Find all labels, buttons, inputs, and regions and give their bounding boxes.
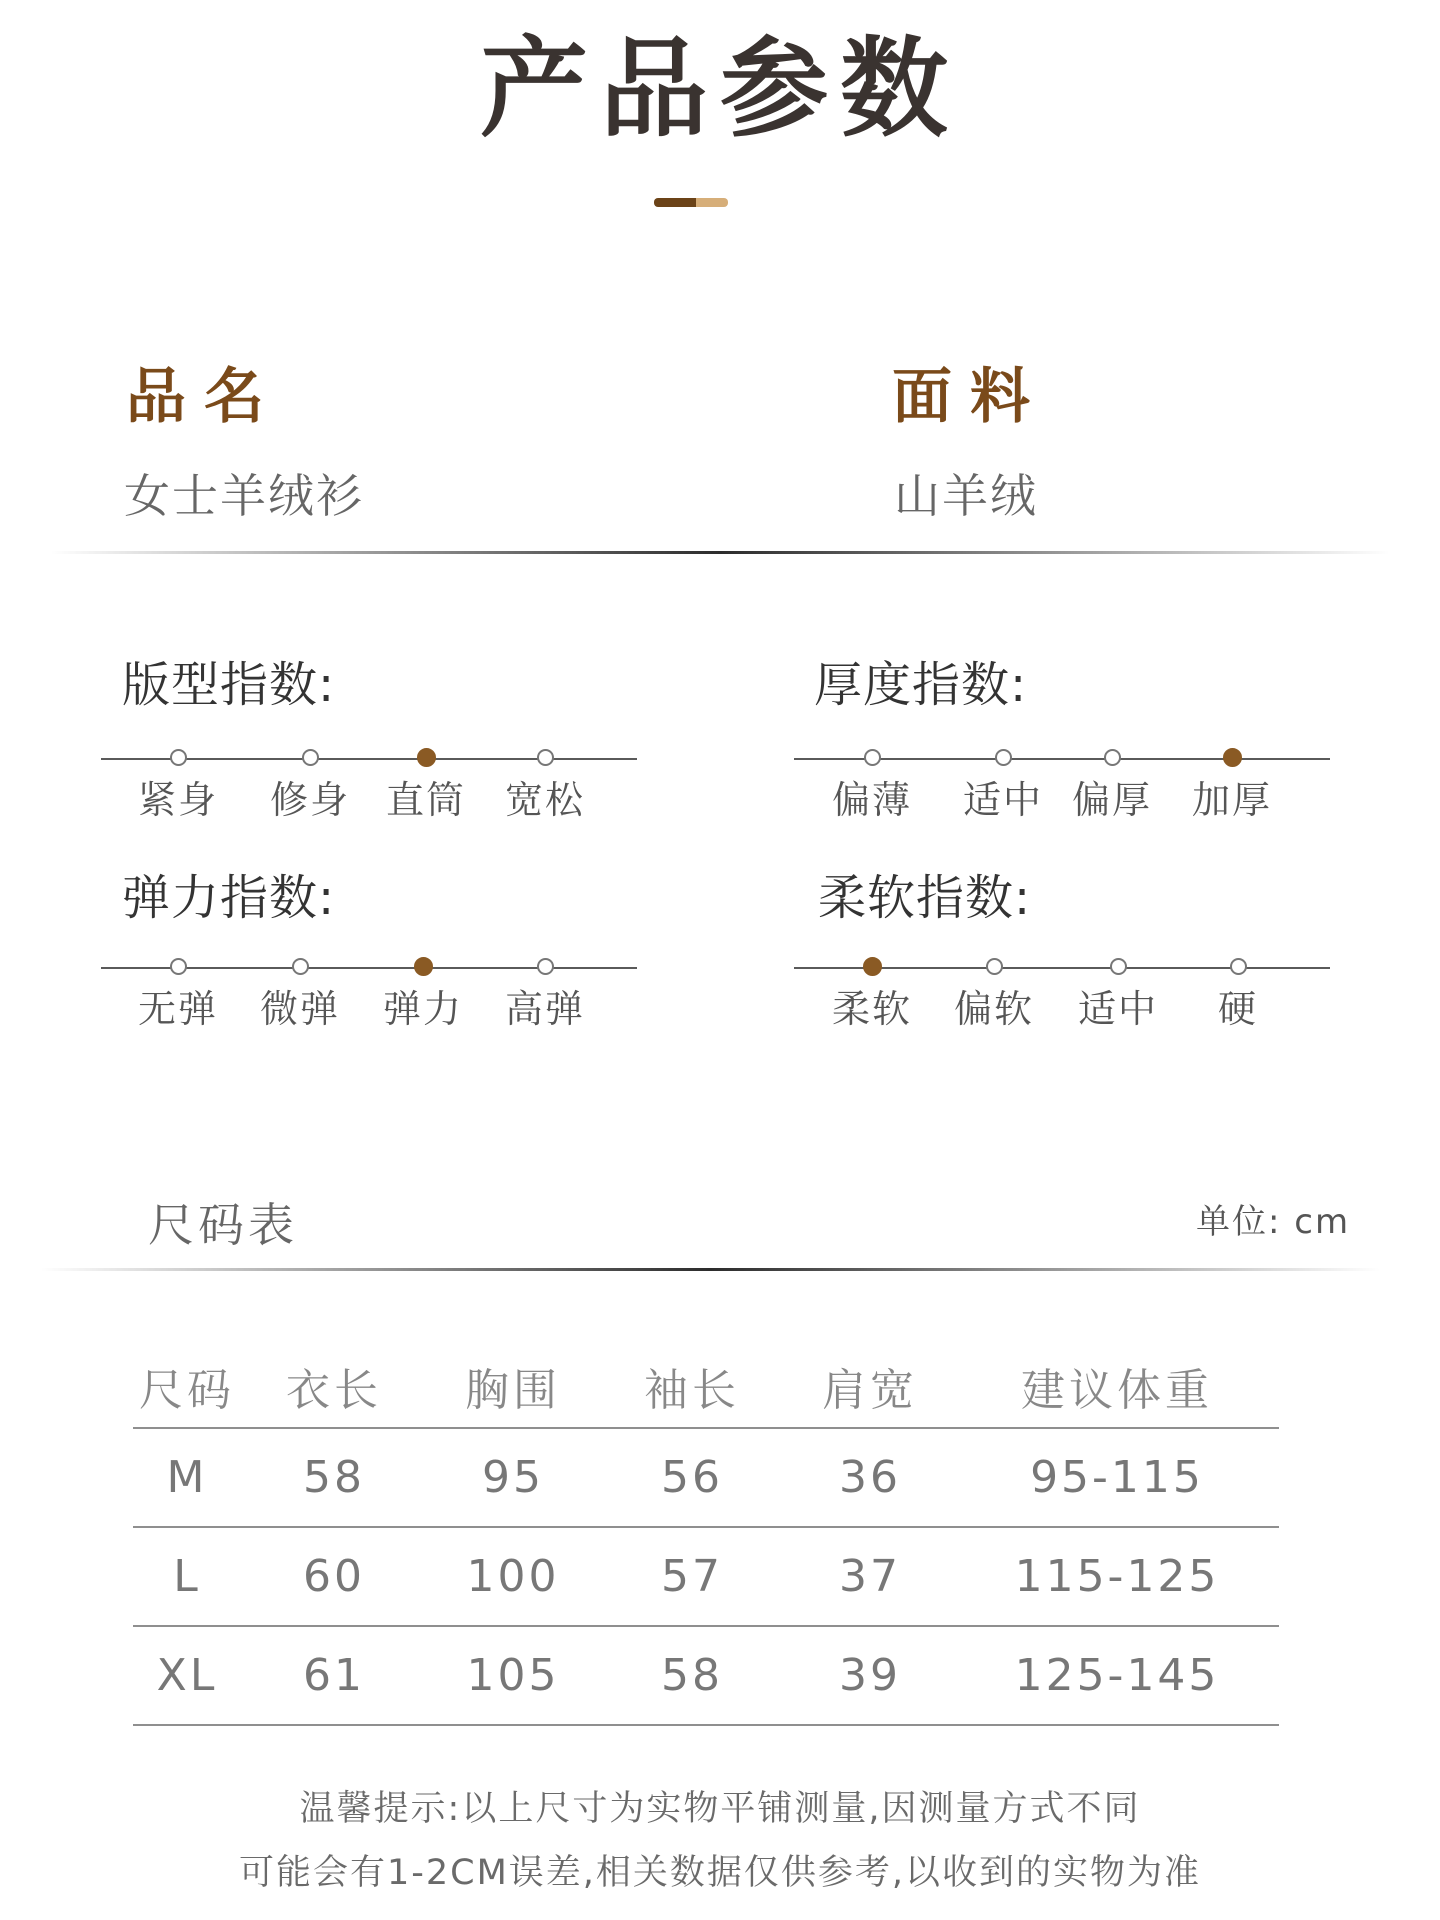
selected-dot-icon <box>1223 748 1242 767</box>
table-header-cell: 袖长 <box>599 1345 785 1428</box>
notice-line-2: 可能会有1-2CM误差,相关数据仅供参考,以收到的实物为准 <box>238 1853 1202 1893</box>
scale-option-label: 紧身 <box>137 778 218 822</box>
unselected-dot-icon <box>537 749 554 766</box>
unselected-dot-icon <box>537 958 554 975</box>
scale-option-label: 偏软 <box>953 987 1034 1031</box>
unselected-dot-icon <box>1230 958 1247 975</box>
scale-option-label: 弹力 <box>382 987 463 1031</box>
scale-option-label: 修身 <box>269 778 350 822</box>
table-cell: 100 <box>427 1527 599 1626</box>
unselected-dot-icon <box>1104 749 1121 766</box>
selected-dot-icon <box>863 957 882 976</box>
table-cell: L <box>133 1527 241 1626</box>
scale-option-label: 宽松 <box>504 778 585 822</box>
material-value: 山羊绒 <box>894 469 1038 523</box>
table-cell: 105 <box>427 1626 599 1725</box>
size-chart-title: 尺码表 <box>148 1198 298 1252</box>
fit-index-scale <box>101 752 637 822</box>
scale-option-label: 硬 <box>1217 987 1258 1031</box>
table-header-cell: 尺码 <box>133 1345 241 1428</box>
selected-dot-icon <box>417 748 436 767</box>
notice-line-1: 温馨提示:以上尺寸为实物平铺测量,因测量方式不同 <box>299 1789 1141 1829</box>
table-cell: 37 <box>785 1527 955 1626</box>
table-cell: 56 <box>599 1428 785 1527</box>
scale-option-label: 偏厚 <box>1071 778 1152 822</box>
unselected-dot-icon <box>986 958 1003 975</box>
scale-option-label: 微弹 <box>259 987 340 1031</box>
title-accent-bar <box>654 198 728 207</box>
scale-option-label: 适中 <box>962 778 1043 822</box>
unselected-dot-icon <box>170 749 187 766</box>
table-cell: 57 <box>599 1527 785 1626</box>
scale-option-label: 高弹 <box>504 987 585 1031</box>
scale-option-label: 偏薄 <box>831 778 912 822</box>
table-cell: 36 <box>785 1428 955 1527</box>
table-cell: 60 <box>241 1527 427 1626</box>
softness-index-title: 柔软指数: <box>818 870 1032 926</box>
table-cell: 61 <box>241 1626 427 1725</box>
unit-label: 单位: cm <box>1196 1202 1351 1242</box>
table-header-cell: 建议体重 <box>955 1345 1279 1428</box>
table-row <box>133 1626 1279 1725</box>
unselected-dot-icon <box>1110 958 1127 975</box>
scale-option-label: 加厚 <box>1191 778 1272 822</box>
unselected-dot-icon <box>292 958 309 975</box>
divider-line <box>40 1268 1380 1271</box>
elasticity-index-scale <box>101 961 637 1031</box>
elasticity-index-title: 弹力指数: <box>122 870 336 926</box>
scale-option-label: 柔软 <box>831 987 912 1031</box>
scale-option-label: 适中 <box>1077 987 1158 1031</box>
table-row <box>133 1428 1279 1527</box>
table-cell: M <box>133 1428 241 1527</box>
table-cell: XL <box>133 1626 241 1725</box>
table-cell: 95-115 <box>955 1428 1279 1527</box>
scale-option-label: 无弹 <box>137 987 218 1031</box>
table-header-cell: 胸围 <box>427 1345 599 1428</box>
unselected-dot-icon <box>302 749 319 766</box>
fit-index-title: 版型指数: <box>122 657 336 713</box>
thickness-index-scale <box>794 752 1330 822</box>
selected-dot-icon <box>414 957 433 976</box>
size-table <box>133 1345 1279 1726</box>
divider-line <box>50 551 1390 554</box>
product-name-value: 女士羊绒衫 <box>124 469 364 523</box>
material-label: 面料 <box>892 362 1048 432</box>
unselected-dot-icon <box>995 749 1012 766</box>
scale-option-label: 直筒 <box>385 778 466 822</box>
thickness-index-title: 厚度指数: <box>814 657 1028 713</box>
table-header-row <box>133 1345 1279 1428</box>
table-cell: 58 <box>599 1626 785 1725</box>
unselected-dot-icon <box>864 749 881 766</box>
table-header-cell: 衣长 <box>241 1345 427 1428</box>
table-cell: 125-145 <box>955 1626 1279 1725</box>
table-cell: 95 <box>427 1428 599 1527</box>
table-header-cell: 肩宽 <box>785 1345 955 1428</box>
softness-index-scale <box>794 961 1330 1031</box>
page-title: 产品参数 <box>479 27 960 152</box>
table-cell: 39 <box>785 1626 955 1725</box>
table-row <box>133 1527 1279 1626</box>
table-cell: 58 <box>241 1428 427 1527</box>
table-cell: 115-125 <box>955 1527 1279 1626</box>
unselected-dot-icon <box>170 958 187 975</box>
product-name-label: 品名 <box>126 362 282 432</box>
